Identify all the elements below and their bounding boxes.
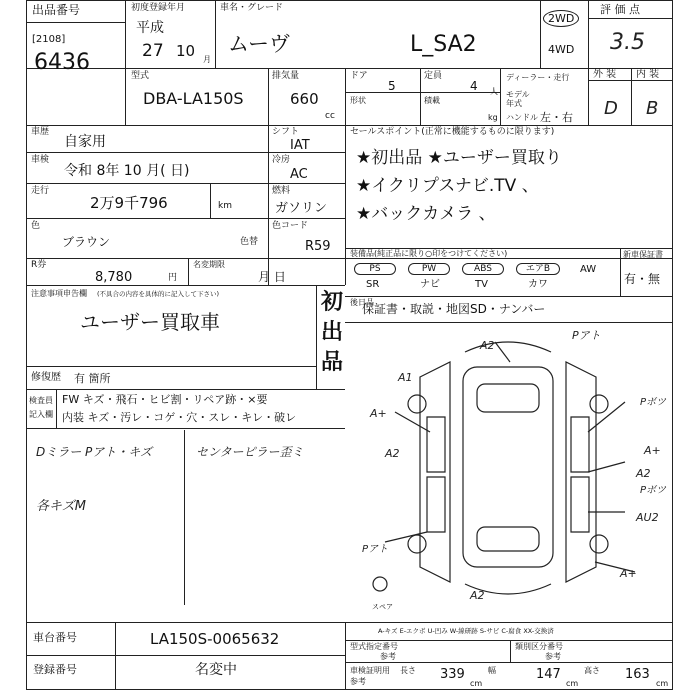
repair-value: 有 箇所	[74, 372, 111, 385]
inspector-line-1: FW キズ・飛石・ヒビ割・リペア跡・×要	[62, 393, 268, 406]
sales-point-2: ★イクリプスナビ.TV 、	[356, 176, 539, 196]
equip-tv: TV	[475, 279, 488, 290]
first-listing-stamp: 初出品	[320, 290, 343, 375]
damage-mark: A1	[398, 371, 413, 384]
interior-grade: B	[646, 98, 659, 119]
leader-line	[395, 412, 430, 432]
length-unit: cm	[470, 679, 483, 688]
inspector-note-1: Dミラー Pアト・キズ	[36, 445, 153, 459]
displacement-value: 660	[290, 90, 319, 108]
recycle-unit: 円	[168, 273, 178, 283]
length-label: 長さ	[400, 666, 416, 675]
repair-label: 修復歴	[31, 372, 61, 383]
mileage-label: 走行	[31, 186, 50, 196]
equip-pw: PW	[408, 263, 450, 275]
color-code-value: R59	[305, 239, 331, 254]
warranty-value: 有・無	[624, 272, 661, 286]
wheel-rear-left	[408, 535, 426, 553]
name-expiry-label: 名変期限	[193, 260, 225, 269]
interior-label: 内 装	[636, 69, 660, 80]
name-expiry-value: 月 日	[258, 270, 286, 284]
docs-label: 後日品	[350, 298, 374, 307]
exterior-label: 外 装	[593, 69, 617, 80]
cert-label: 車検証明用	[350, 666, 390, 675]
door-label: ドア	[350, 71, 368, 81]
equip-aw: AW	[580, 264, 597, 275]
displacement-label: 排気量	[272, 71, 300, 81]
model-name: ムーヴ	[228, 32, 290, 56]
drive-4wd: 4WD	[548, 43, 575, 56]
equip-leather: カワ	[528, 279, 548, 290]
inspection-label: 車検	[31, 155, 50, 165]
seats-label: 定員	[424, 71, 443, 81]
car-windshield	[477, 384, 539, 412]
handle-value: 左・右	[540, 111, 573, 124]
inspector-label-2: 記入欄	[29, 410, 53, 419]
damage-mark: A2	[385, 447, 400, 460]
model-year-label: モデル年式	[506, 90, 530, 108]
door-value: 5	[388, 79, 396, 93]
reg-year: 27	[142, 41, 164, 61]
drive-2wd: 2WD	[543, 10, 579, 27]
leader-line	[495, 342, 510, 362]
damage-mark: A2	[480, 339, 495, 352]
color-value: ブラウン	[62, 235, 111, 249]
wheel-front-right	[590, 395, 608, 413]
car-right-door-rear	[571, 477, 589, 532]
car-left-door-front	[427, 417, 445, 472]
certified-ref: 参考	[380, 652, 396, 661]
wheel-rear-right	[590, 535, 608, 553]
equip-sr: SR	[366, 279, 380, 290]
recycle-value: 8,780	[95, 270, 133, 285]
lot-number: 6436	[34, 50, 90, 75]
first-reg-label: 初度登録年月	[131, 3, 186, 13]
equip-ps: PS	[354, 263, 396, 275]
damage-mark: A2	[470, 589, 485, 602]
shape-label: 形状	[350, 96, 366, 105]
type-label: 型式	[131, 71, 150, 81]
color-code-label: 色コード	[272, 221, 309, 231]
length-value: 339	[440, 667, 465, 682]
sales-label: セールスポイント(正常に機能するものに限ります)	[350, 127, 555, 137]
inspector-note-3: 各キズM	[36, 499, 86, 514]
month-suffix: 月	[203, 55, 211, 64]
car-front-bumper	[465, 339, 551, 352]
diagram-legend: A-キズ E-エクボ U-凹み W-線研跡 S-サビ C-腐食 XX-交換済	[378, 627, 554, 635]
leader-line	[588, 402, 625, 432]
leader-line	[588, 462, 625, 472]
recycle-label: R券	[31, 260, 47, 270]
car-rear-window	[477, 527, 539, 551]
lot-label: 出品番号	[32, 3, 81, 17]
era: 平成	[136, 20, 164, 36]
damage-mark: Pアト	[362, 544, 389, 555]
sales-point-1: ★初出品 ★ユーザー買取り	[356, 148, 562, 168]
category-label: 類別区分番号	[515, 642, 563, 651]
notes-sublabel: (不具合の内容を具体的に記入して下さい)	[97, 290, 220, 298]
inspector-note-2: センターピラー歪ミ	[196, 445, 304, 459]
damage-mark: AU2	[636, 511, 659, 524]
fuel-label: 燃料	[272, 186, 291, 196]
height-label: 高さ	[584, 666, 600, 675]
damage-mark: A+	[370, 407, 387, 420]
car-left-door-rear	[427, 477, 445, 532]
equip-airbag: エアB	[516, 263, 560, 275]
spare-wheel	[373, 577, 387, 591]
damage-mark: A2	[636, 467, 651, 480]
chassis-value: LA150S-0065632	[150, 630, 280, 648]
equipment-label: 装備品(純正品に限り○印をつけてください)	[350, 249, 508, 258]
wheel-front-left	[408, 395, 426, 413]
damage-mark: Pボツ	[640, 397, 667, 408]
fuel-value: ガソリン	[275, 201, 328, 216]
type-value: DBA-LA150S	[143, 89, 244, 108]
chassis-label: 車台番号	[33, 631, 77, 644]
color-label: 色	[31, 221, 41, 231]
exterior-grade: D	[604, 98, 618, 119]
width-label: 幅	[488, 666, 496, 675]
warranty-label: 新車保証書	[623, 250, 663, 259]
ac-label: 冷房	[272, 155, 291, 165]
eval-score: 3.5	[610, 30, 645, 55]
damage-mark: A+	[620, 567, 637, 580]
model-label: 車名・グレード	[220, 3, 284, 13]
load-label: 積載	[424, 96, 440, 105]
use-label: 車歴	[31, 127, 50, 137]
reg-month: 10	[176, 42, 196, 60]
damage-mark: Pアト	[572, 329, 601, 342]
dealer-label: ディーラー・走行	[506, 73, 570, 82]
use-value: 自家用	[64, 134, 106, 150]
certified-label: 型式指定番号	[350, 642, 398, 651]
damage-mark: A+	[644, 444, 661, 457]
displacement-unit: cc	[325, 111, 335, 121]
height-value: 163	[625, 667, 650, 682]
seats-value: 4	[470, 79, 478, 93]
equip-abs: ABS	[462, 263, 504, 275]
notes-value: ユーザー買取車	[80, 310, 220, 334]
spare-label: スペア	[372, 603, 393, 611]
inspector-label-1: 検査員	[29, 396, 53, 405]
ac-value: AC	[290, 167, 308, 182]
damage-mark: Pボツ	[640, 485, 667, 496]
inspection-value: 令和 8年 10 月( 日)	[64, 163, 190, 179]
equip-navi: ナビ	[420, 279, 440, 290]
leader-line	[385, 532, 427, 542]
shift-value: IAT	[290, 138, 310, 153]
width-unit: cm	[566, 679, 579, 688]
seats-unit: 人	[490, 87, 498, 96]
cert-ref: 参考	[350, 677, 366, 686]
kg-label: kg	[488, 113, 498, 122]
height-unit: cm	[656, 679, 669, 688]
docs-value: 保証書・取説・地図SD・ナンバー	[362, 302, 546, 316]
lot-bracket: [2108]	[32, 34, 66, 45]
handle-label: ハンドル	[506, 113, 538, 122]
sales-point-3: ★バックカメラ 、	[356, 204, 496, 224]
regno-value: 名変中	[195, 662, 237, 678]
eval-label: 評 価 点	[600, 3, 640, 16]
category-ref: 参考	[545, 652, 561, 661]
width-value: 147	[536, 667, 561, 682]
mileage-unit: km	[218, 201, 232, 211]
inspector-line-2: 内装 キズ・汚レ・コゲ・穴・スレ・キレ・破レ	[62, 411, 297, 424]
mileage-value: 2万9千796	[90, 194, 168, 212]
color-change-label: 色替	[240, 237, 259, 247]
shift-label: シフト	[272, 127, 300, 137]
regno-label: 登録番号	[33, 663, 77, 676]
grade: L_SA2	[410, 32, 477, 57]
car-right-door-front	[571, 417, 589, 472]
notes-label: 注意事項申告欄	[31, 289, 87, 298]
